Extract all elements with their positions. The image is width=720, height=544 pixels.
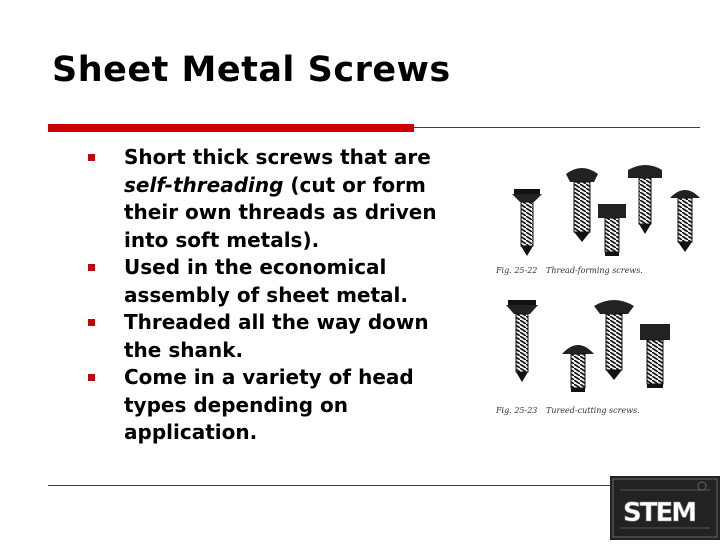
thread-cutting-screw-flat <box>506 300 538 382</box>
stem-logo-icon <box>610 476 720 540</box>
figure-caption-1-text: Thread-forming screws. <box>546 266 643 275</box>
bullet-square-icon <box>88 319 95 326</box>
thread-cutting-screw-round <box>562 345 594 392</box>
bullet-square-icon <box>88 374 95 381</box>
bullet-square-icon <box>88 154 95 161</box>
thread-forming-screw-hex <box>598 204 626 256</box>
figure-caption-2-number: Fig. 25-23 <box>496 406 538 415</box>
screws-figure <box>490 152 708 426</box>
bullet-item <box>88 364 468 447</box>
thread-forming-screw-pan <box>628 165 662 234</box>
stem-logo <box>610 476 720 540</box>
thread-cutting-screw-hex <box>640 324 670 388</box>
bullet-item <box>88 254 468 309</box>
bullet-text: Threaded all the way down the shank. <box>124 310 429 362</box>
title-underline-thick <box>48 124 414 132</box>
bullet-list <box>88 144 468 447</box>
screws-illustration <box>490 152 708 426</box>
figure-caption-2-text: Tureed-cutting screws. <box>546 406 640 415</box>
thread-cutting-screw-oval <box>594 300 634 380</box>
slide-title: Sheet Metal Screws <box>52 50 451 90</box>
stem-logo-text: STEM <box>623 498 696 528</box>
bullet-text: Used in the economical assembly of sheet metal. <box>124 255 408 307</box>
bullet-text-italic: self-threading <box>124 172 284 197</box>
bullet-square-icon <box>88 264 95 271</box>
title-underline-thin <box>414 127 700 128</box>
bullet-item <box>88 144 468 254</box>
bullet-text: Come in a variety of head types depending on application. <box>124 365 414 444</box>
figure-caption-1-number: Fig. 25-22 <box>496 266 538 275</box>
footer-rule <box>48 485 610 486</box>
bullet-item <box>88 309 468 364</box>
bullet-text: Short thick screws that are <box>124 145 431 169</box>
thread-forming-screw-oval <box>566 168 598 242</box>
bullet-text: (cut or form their own threads as driven into soft metals). <box>124 172 437 252</box>
thread-forming-screw-round <box>670 190 700 252</box>
thread-forming-screw-flat <box>512 189 542 256</box>
